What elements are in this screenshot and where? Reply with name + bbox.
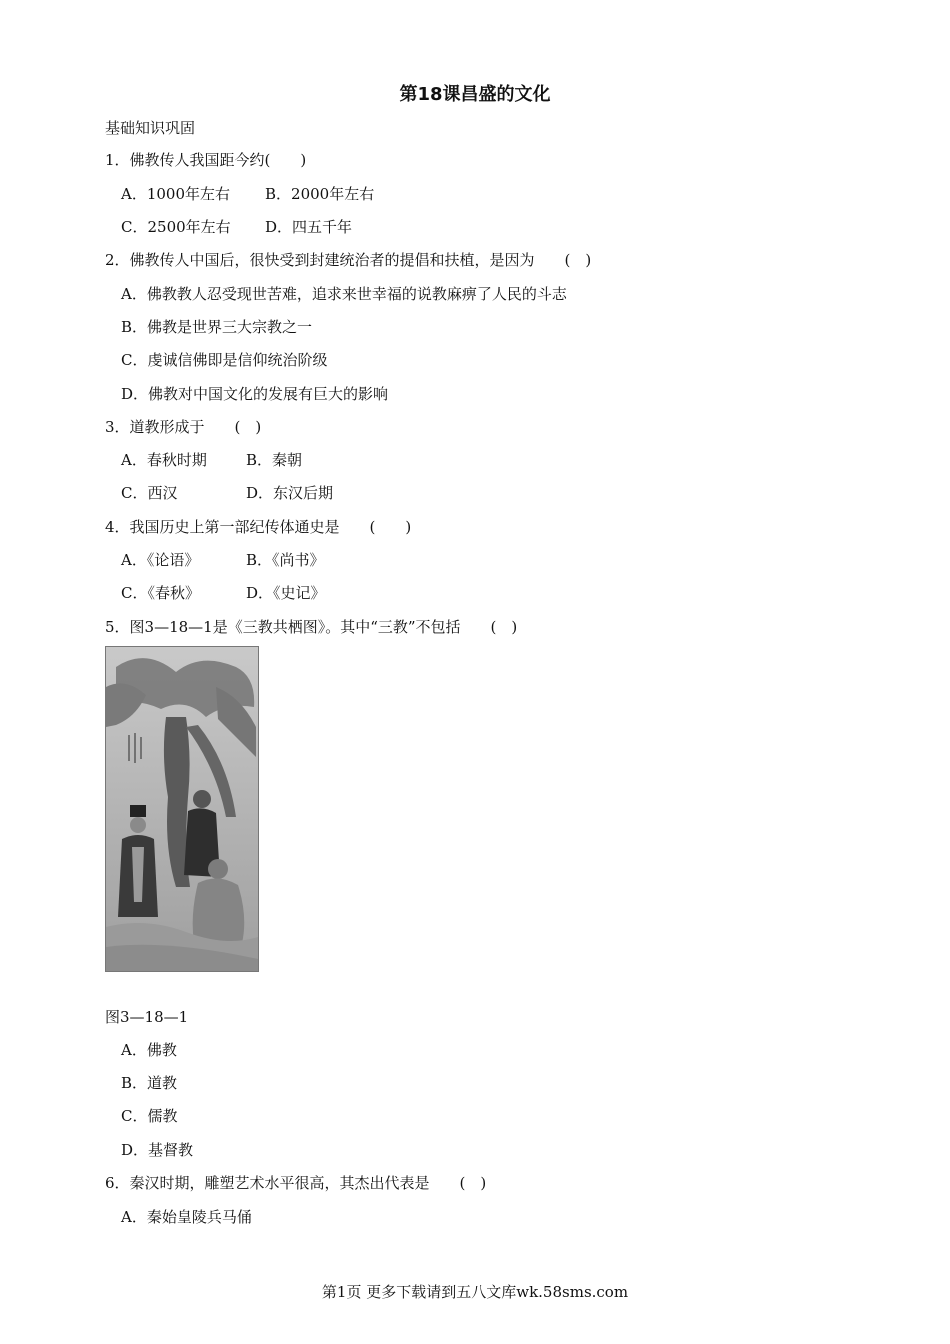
question-4: 4．我国历史上第一部纪传体通史是 ( )	[105, 518, 412, 536]
question-1: 1．佛教传人我国距今约( )	[105, 151, 307, 169]
q3-option-c: C．西汉	[121, 484, 178, 502]
q1-option-a: A．1000年左右	[121, 185, 231, 203]
section-heading: 基础知识巩固	[105, 119, 196, 137]
q1-option-d: D．四五千年	[265, 218, 353, 236]
three-teachings-painting	[105, 646, 259, 972]
figure-caption: 图3—18—1	[105, 1008, 189, 1026]
q2-option-c: C．虔诚信佛即是信仰统治阶级	[121, 351, 328, 369]
q2-option-d: D．佛教对中国文化的发展有巨大的影响	[121, 385, 389, 403]
q2-option-b: B．佛教是世界三大宗教之一	[121, 318, 313, 336]
q4-option-a: A．《论语》	[121, 551, 200, 569]
q5-option-d: D．基督教	[121, 1141, 194, 1159]
q5-option-a: A．佛教	[121, 1041, 177, 1059]
q3-option-d: D．东汉后期	[246, 484, 334, 502]
q1-option-b: B．2000年左右	[265, 185, 375, 203]
q4-option-d: D．《史记》	[246, 584, 326, 602]
q5-option-b: B．道教	[121, 1074, 178, 1092]
question-5: 5．图3—18—1是《三教共栖图》。其中“三教”不包括 ( )	[105, 618, 518, 636]
q4-option-c: C．《春秋》	[121, 584, 200, 602]
page-title: 第18课昌盛的文化	[399, 84, 551, 105]
q3-option-a: A．春秋时期	[121, 451, 207, 469]
page-footer: 第1页 更多下载请到五八文库wk.58sms.com	[321, 1283, 629, 1301]
q6-option-a: A．秦始皇陵兵马俑	[121, 1208, 252, 1226]
q5-option-c: C．儒教	[121, 1107, 178, 1125]
q4-option-b: B．《尚书》	[246, 551, 325, 569]
question-3: 3．道教形成于 ( )	[105, 418, 262, 436]
q3-option-b: B．秦朝	[246, 451, 303, 469]
q2-option-a: A．佛教教人忍受现世苦难，追求来世幸福的说教麻痹了人民的斗志	[121, 285, 567, 303]
question-6: 6．秦汉时期，雕塑艺术水平很高，其杰出代表是 ( )	[105, 1174, 487, 1192]
question-2: 2．佛教传人中国后，很快受到封建统治者的提倡和扶植，是因为 ( )	[105, 251, 592, 269]
q1-option-c: C．2500年左右	[121, 218, 231, 236]
